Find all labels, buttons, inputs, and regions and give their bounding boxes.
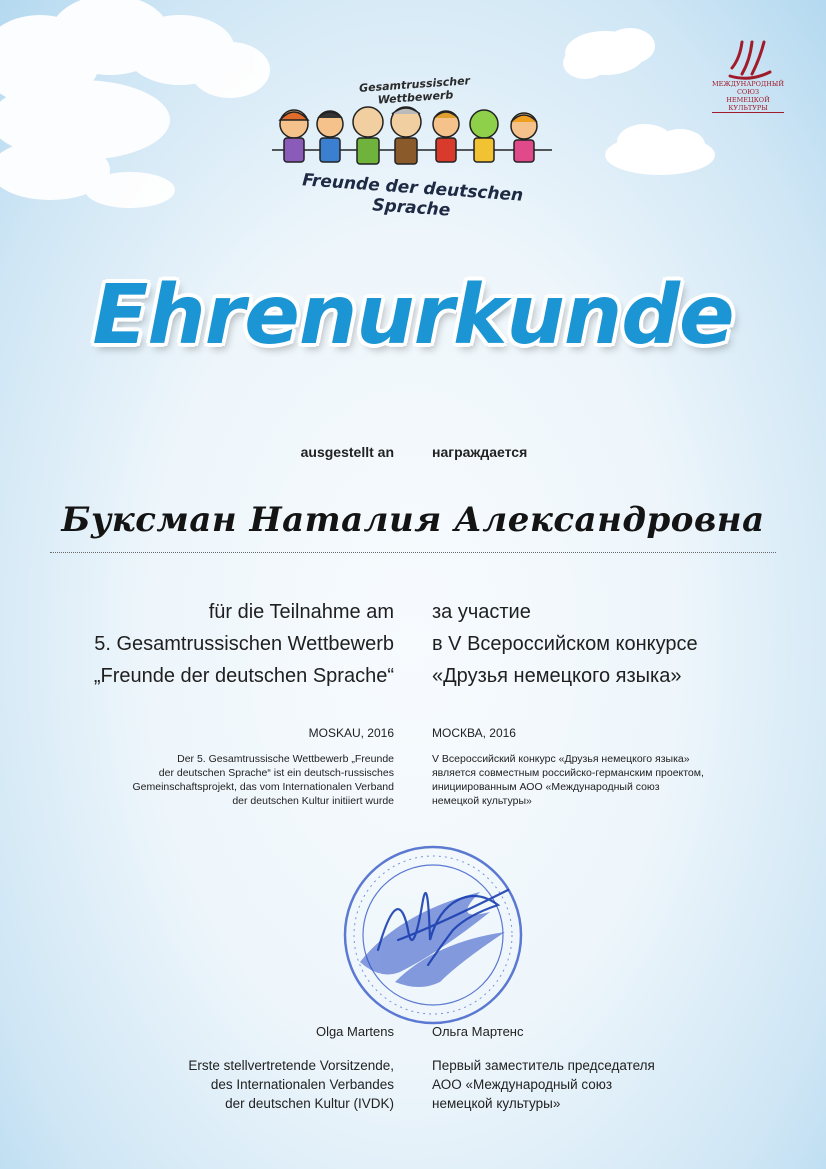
union-logo-icon — [728, 38, 772, 80]
signature — [368, 870, 518, 980]
contest-logo-bottom-text: Freunde der deutschen Sprache — [301, 170, 524, 221]
cloud-top-right — [560, 18, 660, 88]
place-date-ru: МОСКВА, 2016 — [432, 726, 516, 740]
union-logo-divider — [712, 112, 784, 113]
place-date-de: MOSKAU, 2016 — [308, 726, 394, 740]
project-note-ru: V Всероссийский конкурс «Друзья немецкого языка» является совместным российско-германским проектом, инициированным АОО «Международный союз немецкой культуры» — [432, 753, 704, 807]
signatory-name-ru: Ольга Мартенс — [432, 1024, 524, 1039]
children-holding-hands-illustration — [262, 100, 562, 180]
awarded-label-ru: награждается — [432, 444, 528, 460]
certificate-title: Ehrenurkunde — [92, 268, 734, 363]
signatory-position-de: Erste stellvertretende Vorsitzende, des Internationalen Verbandes der deutschen Kultur (IVDK) — [188, 1058, 394, 1111]
participation-text-de: für die Teilnahme am 5. Gesamtrussischen Wettbewerb „Freunde der deutschen Sprache“ — [93, 601, 394, 687]
signatory-position-ru: Первый заместитель председателя АОО «Международный союз немецкой культуры» — [432, 1058, 655, 1111]
cloud-right — [600, 120, 720, 180]
participation-text-ru: за участие в V Всероссийском конкурсе «Друзья немецкого языка» — [432, 601, 698, 687]
cloud-top-left — [0, 0, 280, 210]
awarded-label-de: ausgestellt an — [300, 444, 394, 460]
recipient-underline — [50, 552, 776, 553]
contest-logo-top-text: Gesamtrussischer Wettbewerb — [358, 74, 471, 107]
project-note-de: Der 5. Gesamtrussische Wettbewerb „Freunde der deutschen Sprache“ ist ein deutsch-russisches Gemeinschaftsprojekt, das vom Internationalen Verband der deutschen Kultur initiiert wurde — [132, 753, 394, 807]
signatory-name-de: Olga Martens — [315, 1024, 394, 1039]
recipient-name: Буксман Наталия Александровна — [61, 500, 765, 540]
union-logo-text: МЕЖДУНАРОДНЫЙ СОЮЗ НЕМЕЦКОЙ КУЛЬТУРЫ — [712, 80, 784, 112]
